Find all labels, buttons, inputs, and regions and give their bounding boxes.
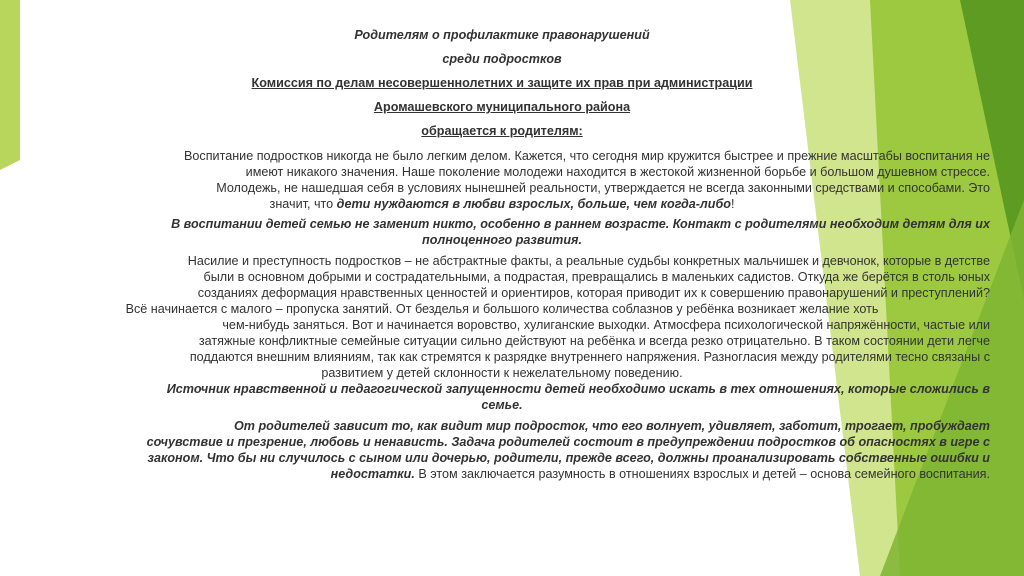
commission-line-3: обращается к родителям: xyxy=(421,124,583,138)
text-line: полноценного развития. xyxy=(422,233,582,248)
text-line: поддаются внешним влияниям, так как стремятся к разрядке внутреннего напряжения. Разногласия между родителями тесно связаны с xyxy=(189,350,990,365)
paragraph-family xyxy=(14,216,990,248)
title-line-1: Родителям о профилактике правонарушений xyxy=(354,28,650,42)
text-fragment: В этом заключается разумность в отношениях взрослых и детей – основа семейного воспитания. xyxy=(414,466,990,481)
emphasis-text: дети нуждаются в любви взрослых, больше, чем когда-либо xyxy=(336,197,731,212)
document-body xyxy=(14,28,990,482)
commission-line-2: Аромашевского муниципального района xyxy=(373,100,631,114)
text-fragment: значит, что xyxy=(269,197,337,212)
commission-line-1: Комиссия по делам несовершеннолетних и защите их прав при администрации xyxy=(251,76,753,90)
text-line: затяжные конфликтные семейные ситуации сильно действуют на ребёнка и всегда резко отрицательно. В таком состоянии дети легче xyxy=(198,334,990,349)
paragraph-upbringing xyxy=(14,148,990,212)
text-line: имеют никакого значения. Наше поколение молодежи находится в жестокой жизненной борьбе и большом душевном стрессе. xyxy=(245,165,990,180)
paragraph-beginning xyxy=(14,301,990,381)
paragraph-source xyxy=(14,381,990,413)
paragraph-violence xyxy=(14,253,990,301)
emphasis-text: недостатки. xyxy=(330,466,415,481)
text-line: законом. Что бы ни случилось с сыном или дочерью, родители, прежде всего, должны проанализировать собственные ошибки и xyxy=(147,450,990,465)
text-line: Насилие и преступность подростков – не абстрактные факты, а реальные судьбы конкретных мальчишек и девчонок, которые в детстве xyxy=(187,253,990,268)
paragraph-parents xyxy=(14,418,990,482)
text-line: чем-нибудь заняться. Вот и начинается воровство, хулиганские выходки. Атмосфера психологической напряжённости, частые или xyxy=(222,317,990,332)
text-line xyxy=(14,466,990,482)
text-fragment: ! xyxy=(730,197,735,212)
text-line: Всё начинается с малого – пропуска занятий. От безделья и большого количества соблазнов у ребёнка возникает желание хоть xyxy=(125,301,879,316)
text-line: Воспитание подростков никогда не было легким делом. Кажется, что сегодня мир кружится быстрее и прежние масштабы воспитания не xyxy=(184,149,990,163)
text-line: В воспитании детей семью не заменит никто, особенно в раннем возрасте. Контакт с родителями необходим детям для их xyxy=(171,217,990,232)
text-line: семье. xyxy=(481,398,523,413)
text-line: были в основном добрыми и сострадательными, а подрастая, превращались в маленьких садистов. Откуда же берётся в столь юных xyxy=(203,269,990,284)
text-line: Источник нравственной и педагогической запущенности детей необходимо искать в тех отношениях, которые сложились в xyxy=(166,382,990,397)
text-line: развитием у детей склонности к нежелательному поведению. xyxy=(321,366,683,381)
text-line: сочувствие и презрение, любовь и ненависть. Задача родителей состоит в предупреждении подростков об опасностях в игре с xyxy=(146,434,990,449)
text-line: От родителей зависит то, как видит мир подросток, что его волнует, удивляет, заботит, трогает, пробуждает xyxy=(233,418,990,433)
text-line: Молодежь, не нашедшая себя в условиях нынешней реальности, утверждается не всегда законными средствами и способами. Это xyxy=(216,181,990,196)
title-line-2: среди подростков xyxy=(442,52,562,66)
text-line: созданиях деформация нравственных ценностей и ориентиров, которая приводит их к совершению правонарушений и преступлений? xyxy=(197,285,990,300)
text-line xyxy=(14,196,990,212)
